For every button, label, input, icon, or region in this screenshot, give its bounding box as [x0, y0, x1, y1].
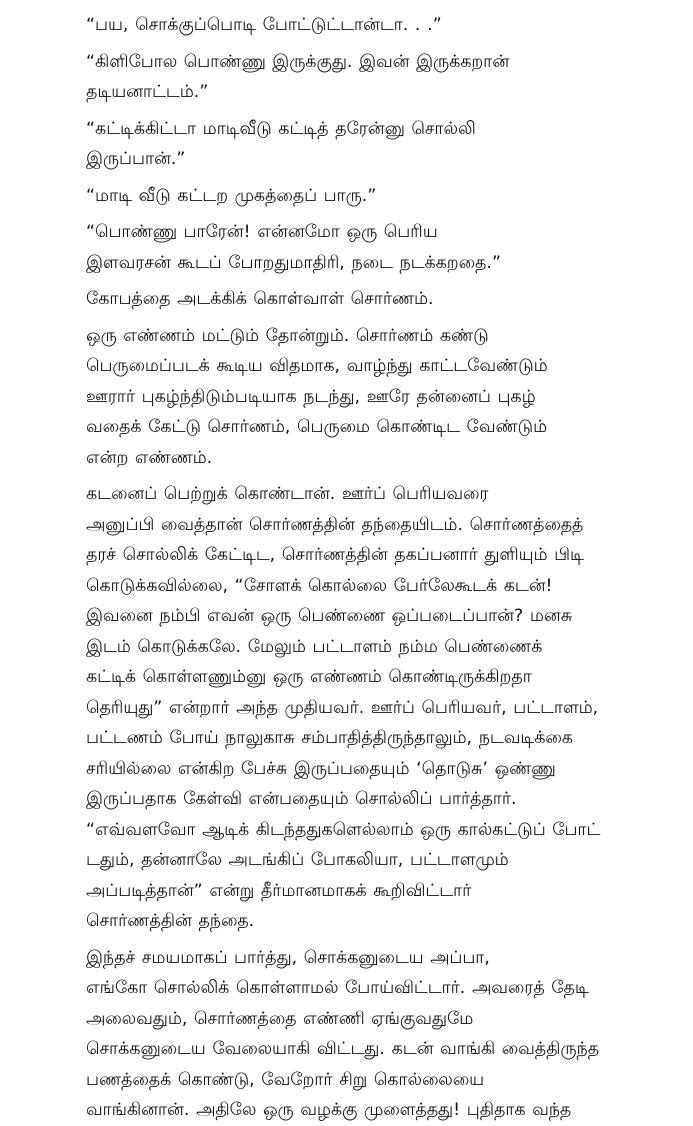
- text-line: என்ற எண்ணம்.: [86, 447, 213, 468]
- text-line: அலைவதும், சொர்ணத்தை எண்ணி ஏங்குவதுமே: [86, 1008, 474, 1029]
- paragraph: [31, 943, 663, 1126]
- text-line: சரியில்லை என்கிற பேச்சு இருப்பதையும் ‘தொடுசு’ ஒண்ணு: [86, 758, 556, 779]
- paragraph: [31, 479, 663, 937]
- paragraph: [31, 321, 663, 474]
- text-line: இவனை நம்பி எவன் ஒரு பெண்ணை ஒப்படைப்பான்? மனசு: [86, 606, 573, 626]
- text-line: தெரியுது” என்றார் அந்த முதியவர். ஊர்ப் பெரியவர், பட்டாளம்,: [86, 697, 599, 718]
- text-line: ஊரார் புகழ்ந்திடும்படியாக நடந்து, ஊரே தன்னைப் புகழ்: [86, 386, 536, 407]
- text-line: “பொண்ணு பாரேன்! என்னமோ ஒரு பெரிய: [86, 222, 438, 242]
- text-line: கோபத்தை அடக்கிக் கொள்வாள் சொர்ணம்.: [86, 289, 434, 309]
- text-line: அனுப்பி வைத்தான் சொர்ணத்தின் தந்தையிடம். சொர்ணத்தைத்: [86, 514, 584, 535]
- paragraph: [31, 181, 663, 212]
- text-line: தடியனாட்டம்.”: [86, 82, 209, 102]
- text-line: “எவ்வளவோ ஆடிக் கிடந்ததுகளெல்லாம் ஒரு கால்கட்டுப் போட்: [86, 819, 601, 840]
- text-line: கொடுக்கவில்லை, “சோளக் கொல்லை பேர்லேகூடக் கடன்!: [86, 575, 553, 596]
- text-line: பட்டணம் போய் நாலுகாசு சம்பாதித்திருந்தாலும், நடவடிக்கை: [86, 728, 573, 748]
- text-line: இருப்பதாக கேள்வி என்பதையும் சொல்லிப் பார்த்தார்.: [86, 789, 517, 809]
- text-line: இளவரசன் கூடப் போறதுமாதிரி, நடை நடக்கறதை.”: [86, 252, 502, 273]
- document-body: [31, 10, 663, 1126]
- text-line: பணத்தைக் கொண்டு, வேறோர் சிறு கொல்லையை: [86, 1069, 485, 1090]
- paragraph: [31, 114, 663, 175]
- text-line: தரச் சொல்லிக் கேட்டிட, சொர்ணத்தின் தகப்பனார் துளியும் பிடி: [86, 545, 584, 565]
- text-line: இருப்பான்.”: [86, 149, 186, 169]
- text-line: வதைக் கேட்டு சொர்ணம், பெருமை கொண்டிட வேண்டும்: [86, 417, 548, 437]
- text-line: வாங்கினான். அதிலே ஒரு வழக்கு முளைத்தது! புதிதாக வந்த: [86, 1100, 572, 1120]
- paragraph: [31, 284, 663, 315]
- text-line: அப்படித்தான்” என்று தீர்மானமாகக் கூறிவிட்டார்: [86, 880, 472, 901]
- paragraph: [31, 47, 663, 108]
- text-line: பெருமைப்படக் கூடிய விதமாக, வாழ்ந்து காட்டவேண்டும்: [86, 356, 548, 376]
- text-line: இந்தச் சமயமாகப் பார்த்து, சொக்கனுடைய அப்பா,: [86, 947, 490, 968]
- text-line: சொக்கனுடைய வேலையாகி விட்டது. கடன் வாங்கி வைத்திருந்த: [86, 1039, 600, 1059]
- text-line: “கட்டிக்கிட்டா மாடிவீடு கட்டித் தரேன்னு சொல்லி: [86, 118, 476, 139]
- paragraph: [31, 217, 663, 278]
- text-line: டதும், தன்னாலே அடங்கிப் போகலியா, பட்டாளமும்: [86, 850, 509, 870]
- paragraph: [31, 10, 663, 41]
- text-line: “பய, சொக்குப்பொடி போட்டுட்டான்டா. . .”: [86, 15, 442, 35]
- text-line: கடனைப் பெற்றுக் கொண்டான். ஊர்ப் பெரியவரை: [86, 484, 489, 504]
- text-line: இடம் கொடுக்கலே. மேலும் பட்டாளம் நம்ம பெண்ணைக்: [86, 636, 543, 657]
- text-line: “கிளிபோல பொண்ணு இருக்குது. இவன் இருக்கறான்: [86, 51, 510, 72]
- text-line: ஒரு எண்ணம் மட்டும் தோன்றும். சொர்ணம் கண்டு: [86, 325, 489, 346]
- text-line: “மாடி வீடு கட்டற முகத்தைப் பாரு.”: [86, 185, 377, 206]
- text-line: கட்டிக் கொள்ளணும்னு ஒரு எண்ணம் கொண்டிருக்கிறதா: [86, 667, 532, 687]
- text-line: சொர்ணத்தின் தந்தை.: [86, 911, 255, 931]
- text-line: எங்கோ சொல்லிக் கொள்ளாமல் போய்விட்டார். அவரைத் தேடி: [86, 978, 589, 998]
